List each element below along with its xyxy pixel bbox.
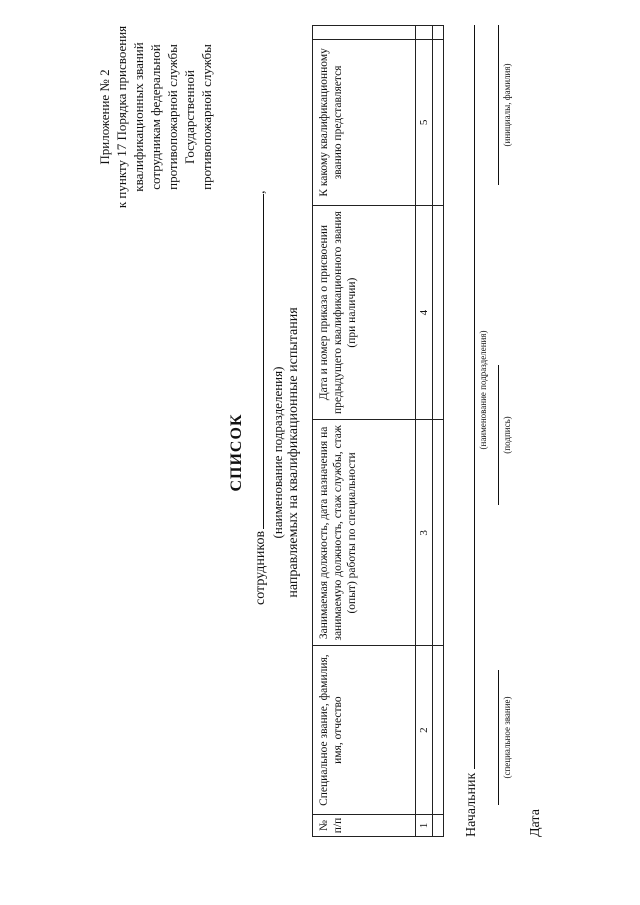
header-cell-previous-order: Дата и номер приказа о присвоении предыдущего квалификационного звания (при наличии) [313,205,416,420]
header-cell-target-rank: К какому квалификационному званию представляется [313,40,416,206]
column-number: 1 [416,814,433,836]
document-subtitle: направляемых на квалификационные испытания [286,307,301,598]
appendix-note [96,17,215,217]
empty-cell [433,814,444,836]
appendix-line: квалификационных званий [131,42,146,192]
header-cell-name: Специальное звание, фамилия, имя, отчество [313,646,416,815]
header-cell-position: Занимаемая должность, дата назначения на занимаемую должность, стаж службы, стаж (опыт) работы по специальности [313,420,416,646]
table-row [433,26,444,837]
signature-line [498,365,499,505]
empty-cell [433,420,444,646]
column-number-extra [416,26,433,40]
staff-label: сотрудников [253,530,268,605]
column-number: 4 [416,205,433,420]
column-number: 2 [416,646,433,815]
appendix-line: сотрудникам федеральной [148,44,163,190]
appendix-line: Государственной [182,70,197,165]
comma: , [253,190,268,194]
footer-unit-caption: (наименование подразделения) [478,330,488,450]
appendix-line: противопожарной службы [165,44,180,190]
rank-caption: (специальное звание) [502,696,512,779]
column-number-row [416,26,433,837]
empty-cell [433,26,444,40]
unit-blank-line [250,194,264,529]
empty-cell [433,40,444,206]
rank-line [498,670,499,805]
header-cell-number: № п/п [313,814,416,836]
chief-label: Начальник [464,772,479,837]
unit-caption: (наименование подразделения) [270,366,285,539]
staff-line [250,190,269,605]
column-number: 5 [416,40,433,206]
table-header-row [313,26,416,837]
appendix-line: к пункту 17 Порядка присвоения [114,25,129,209]
date-label: Дата [528,809,543,837]
document-title: СПИСОК [228,413,245,492]
signature-caption: (подпись) [502,416,512,454]
empty-cell [433,205,444,420]
name-line [498,25,499,185]
candidates-table [312,25,444,837]
appendix-line: Приложение № 2 [97,69,112,165]
unit-signature-line [474,25,475,755]
name-caption: (инициалы, фамилия) [502,63,512,147]
appendix-line: противопожарной службы [199,44,214,190]
column-number: 3 [416,420,433,646]
header-cell-extra [313,26,416,40]
empty-cell [433,646,444,815]
